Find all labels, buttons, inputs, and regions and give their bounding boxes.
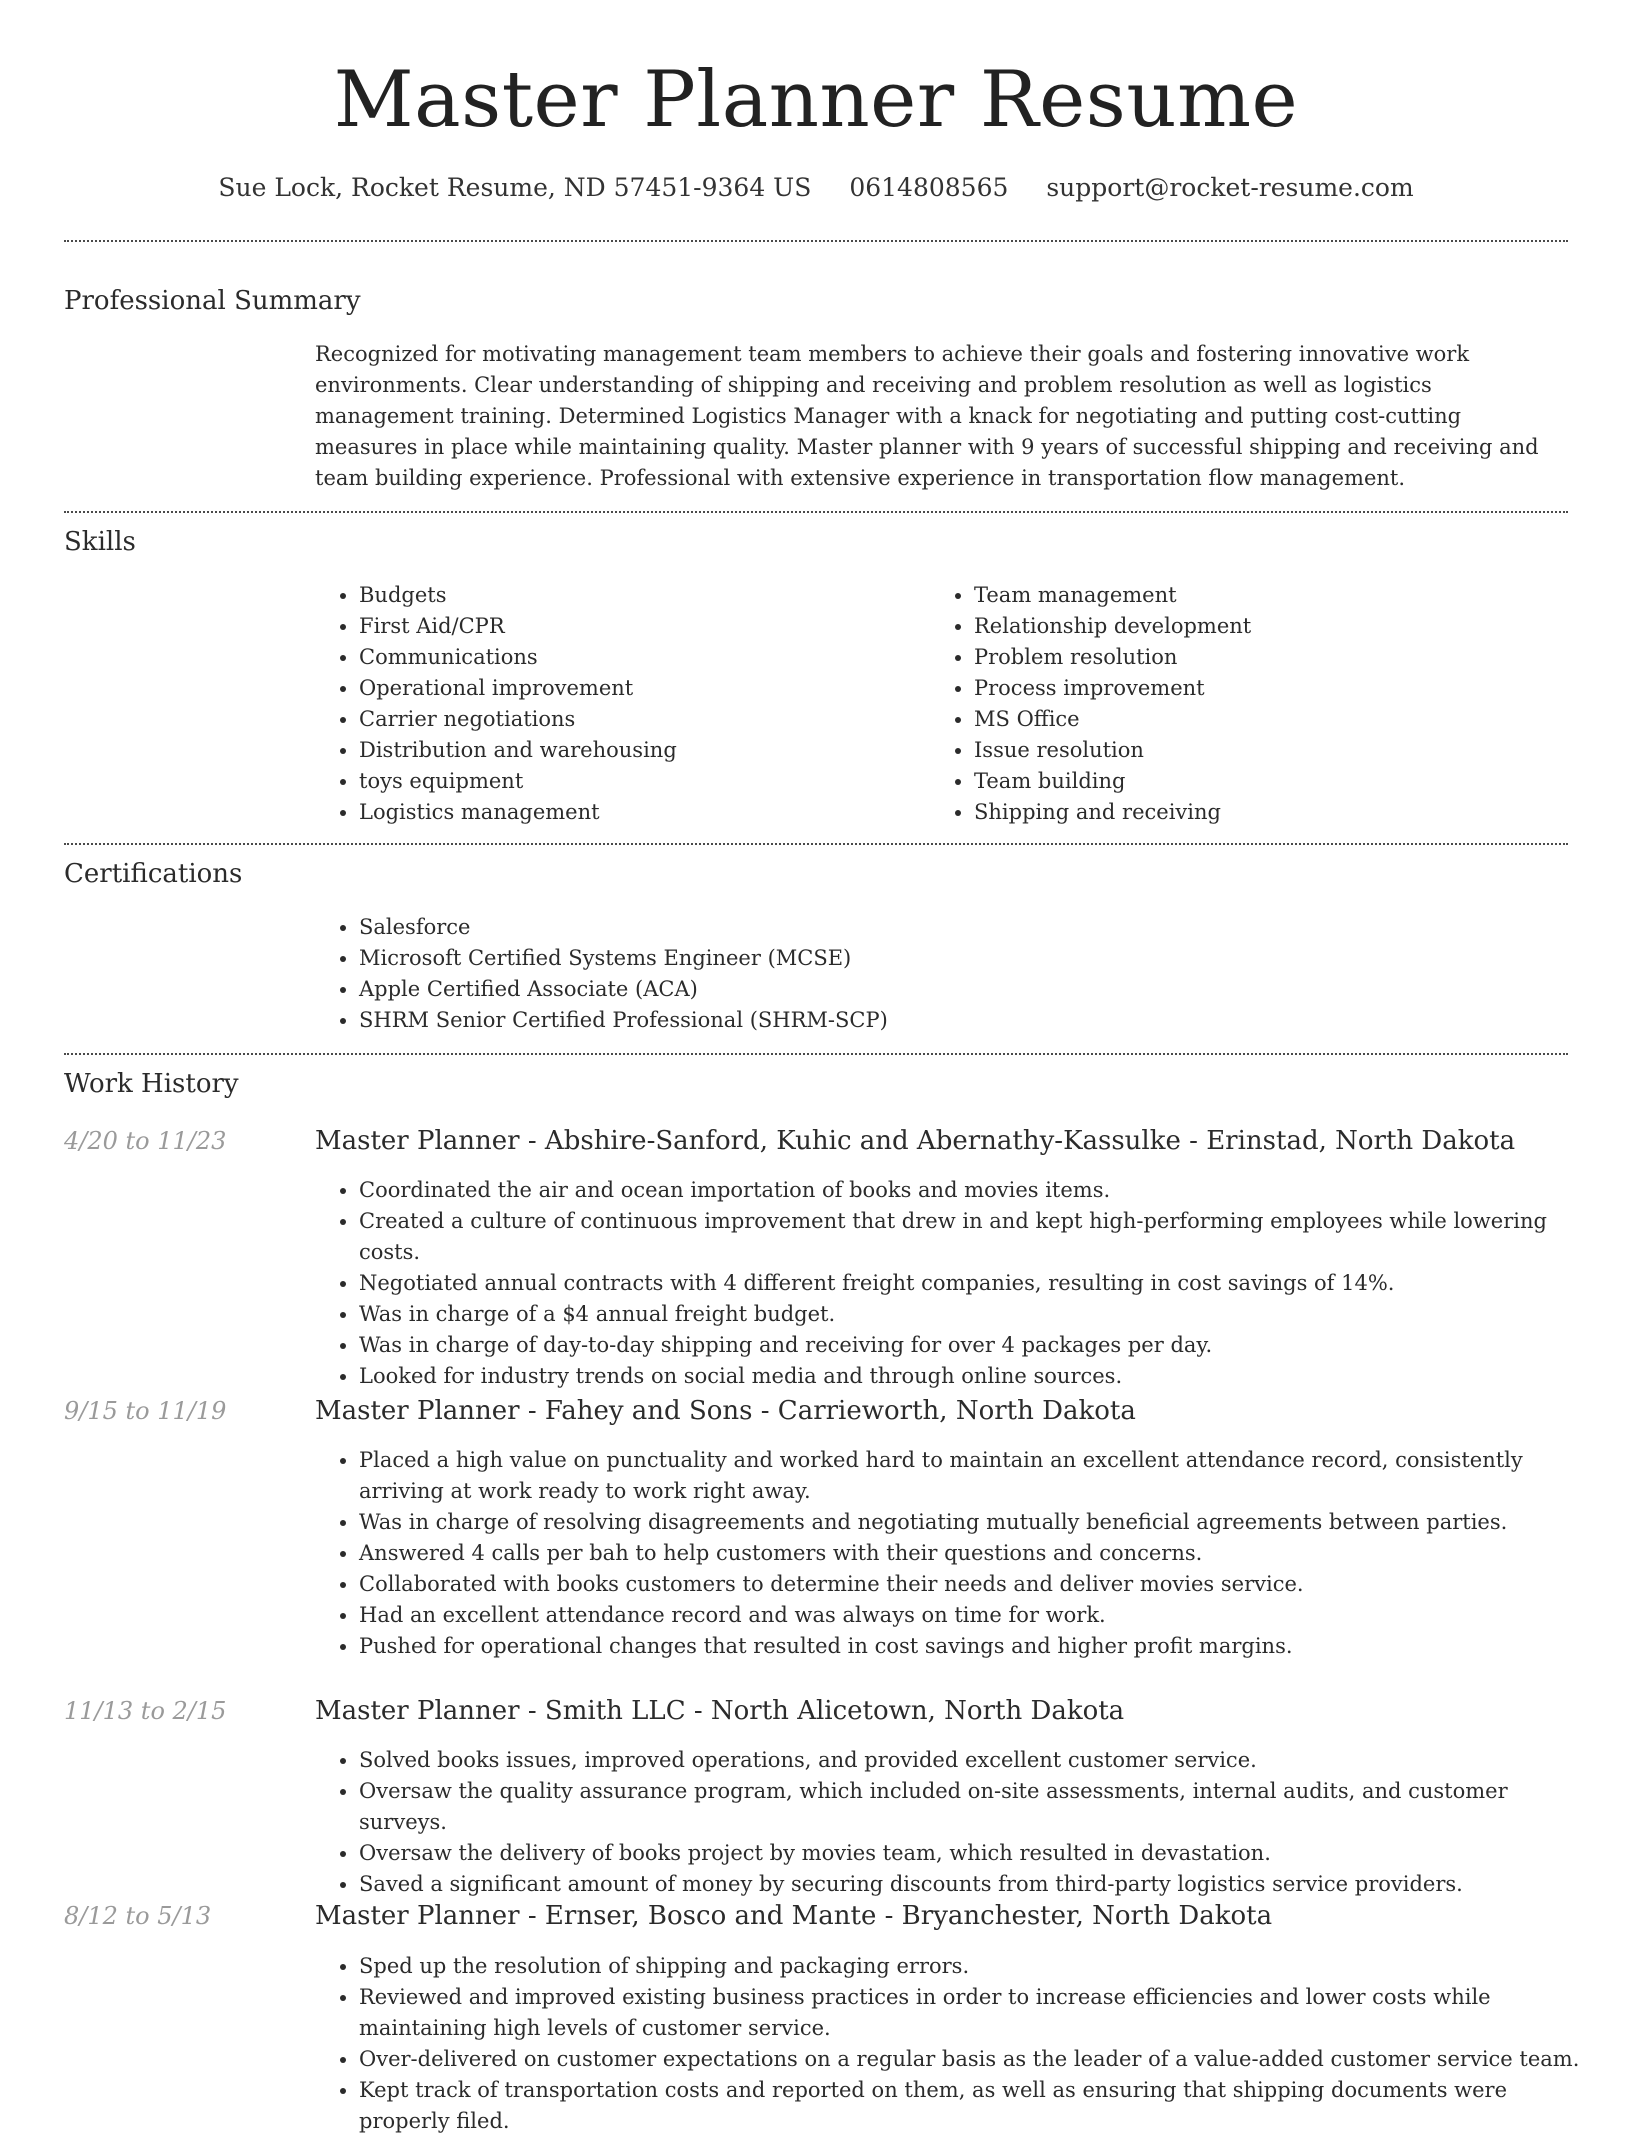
job-dates: 11/13 to 2/15 — [64, 1697, 227, 1725]
contact-address: Sue Lock, Rocket Resume, ND 57451-9364 US — [218, 173, 812, 202]
certifications-list — [315, 912, 1589, 1036]
job-dates: 4/20 to 11/23 — [64, 1127, 227, 1155]
divider — [64, 511, 1568, 513]
divider — [64, 843, 1568, 845]
job-title: Master Planner - Ernser, Bosco and Mante - Bryanchester, North Dakota — [315, 1901, 1273, 1931]
list-item: • Microsoft Certified Systems Engineer (MCSE) — [359, 943, 1589, 974]
job-title: Master Planner - Smith LLC - North Alicetown, North Dakota — [315, 1696, 1125, 1726]
list-item: • Shipping and receiving — [974, 797, 1594, 828]
list-item: • Team management — [974, 580, 1594, 611]
contact-email: support@rocket-resume.com — [1046, 173, 1414, 202]
list-item: • Communications — [359, 642, 919, 673]
list-item: • Sped up the resolution of shipping and packaging errors. — [359, 1951, 1599, 1982]
list-item: • toys equipment — [359, 766, 919, 797]
certifications-heading: Certifications — [64, 859, 243, 889]
divider — [64, 1053, 1568, 1055]
list-item: • Placed a high value on punctuality and worked hard to maintain an excellent attendance record, consistently arriving at work ready to work right away. — [359, 1445, 1599, 1507]
contact-line — [0, 170, 1632, 206]
list-item: • Saved a significant amount of money by securing discounts from third-party logistics service providers. — [359, 1869, 1599, 1900]
list-item: • Process improvement — [974, 673, 1594, 704]
list-item: • Distribution and warehousing — [359, 735, 919, 766]
list-item: • MS Office — [974, 704, 1594, 735]
skills-list-right — [930, 580, 1594, 828]
list-item: • Over-delivered on customer expectations on a regular basis as the leader of a value-added customer service team. — [359, 2044, 1599, 2075]
job-bullets — [315, 1745, 1599, 1900]
list-item: • Carrier negotiations — [359, 704, 919, 735]
list-item: • Logistics management — [359, 797, 919, 828]
list-item: • Answered 4 calls per bah to help customers with their questions and concerns. — [359, 1538, 1599, 1569]
list-item: • Was in charge of day-to-day shipping and receiving for over 4 packages per day. — [359, 1330, 1599, 1361]
job-dates: 9/15 to 11/19 — [64, 1397, 227, 1425]
summary-heading: Professional Summary — [64, 286, 361, 316]
job-dates: 8/12 to 5/13 — [64, 1902, 212, 1930]
divider — [64, 240, 1568, 242]
list-item: • Was in charge of a $4 annual freight budget. — [359, 1299, 1599, 1330]
list-item: • Pushed for operational changes that resulted in cost savings and higher profit margins. — [359, 1631, 1599, 1662]
job-title: Master Planner - Fahey and Sons - Carrieworth, North Dakota — [315, 1396, 1136, 1426]
list-item: • Operational improvement — [359, 673, 919, 704]
job-bullets — [315, 1445, 1599, 1662]
list-item: • Had an excellent attendance record and was always on time for work. — [359, 1600, 1599, 1631]
list-item: • Relationship development — [974, 611, 1594, 642]
contact-phone: 0614808565 — [849, 173, 1009, 202]
list-item: • First Aid/CPR — [359, 611, 919, 642]
list-item: • Kept track of transportation costs and reported on them, as well as ensuring that shipping documents were properly filed. — [359, 2075, 1599, 2137]
summary-text: Recognized for motivating management team members to achieve their goals and fostering innovative work environments. Clear understanding of shipping and receiving and problem resolution as well as logistics management training. Determined Logistics Manager with a knack for negotiating and putting cost-cutting measures in place while maintaining quality. Master planner with 9 years of successful shipping and receiving and team building experience. Professional with extensive experience in transportation flow management. — [315, 342, 1539, 490]
skills-heading: Skills — [64, 527, 136, 557]
list-item: • Budgets — [359, 580, 919, 611]
list-item: • SHRM Senior Certified Professional (SHRM-SCP) — [359, 1005, 1589, 1036]
work-history-heading: Work History — [64, 1069, 239, 1099]
list-item: • Oversaw the delivery of books project by movies team, which resulted in devastation. — [359, 1838, 1599, 1869]
job-bullets — [315, 1951, 1599, 2137]
list-item: • Team building — [974, 766, 1594, 797]
job-title: Master Planner - Abshire-Sanford, Kuhic and Abernathy-Kassulke - Erinstad, North Dakota — [315, 1126, 1516, 1156]
list-item: • Was in charge of resolving disagreements and negotiating mutually beneficial agreements between parties. — [359, 1507, 1599, 1538]
list-item: • Issue resolution — [974, 735, 1594, 766]
list-item: • Solved books issues, improved operations, and provided excellent customer service. — [359, 1745, 1599, 1776]
list-item: • Negotiated annual contracts with 4 different freight companies, resulting in cost savings of 14%. — [359, 1268, 1599, 1299]
list-item: • Coordinated the air and ocean importation of books and movies items. — [359, 1175, 1599, 1206]
list-item: • Looked for industry trends on social media and through online sources. — [359, 1361, 1599, 1392]
list-item: • Reviewed and improved existing business practices in order to increase efficiencies and lower costs while maintaining high levels of customer service. — [359, 1982, 1599, 2044]
page-title: Master Planner Resume — [333, 55, 1299, 145]
list-item: • Created a culture of continuous improvement that drew in and kept high-performing employees while lowering costs. — [359, 1206, 1599, 1268]
list-item: • Salesforce — [359, 912, 1589, 943]
list-item: • Collaborated with books customers to determine their needs and deliver movies service. — [359, 1569, 1599, 1600]
list-item: • Problem resolution — [974, 642, 1594, 673]
job-bullets — [315, 1175, 1599, 1392]
list-item: • Apple Certified Associate (ACA) — [359, 974, 1589, 1005]
list-item: • Oversaw the quality assurance program, which included on-site assessments, internal audits, and customer surveys. — [359, 1776, 1599, 1838]
skills-list-left — [315, 580, 919, 828]
